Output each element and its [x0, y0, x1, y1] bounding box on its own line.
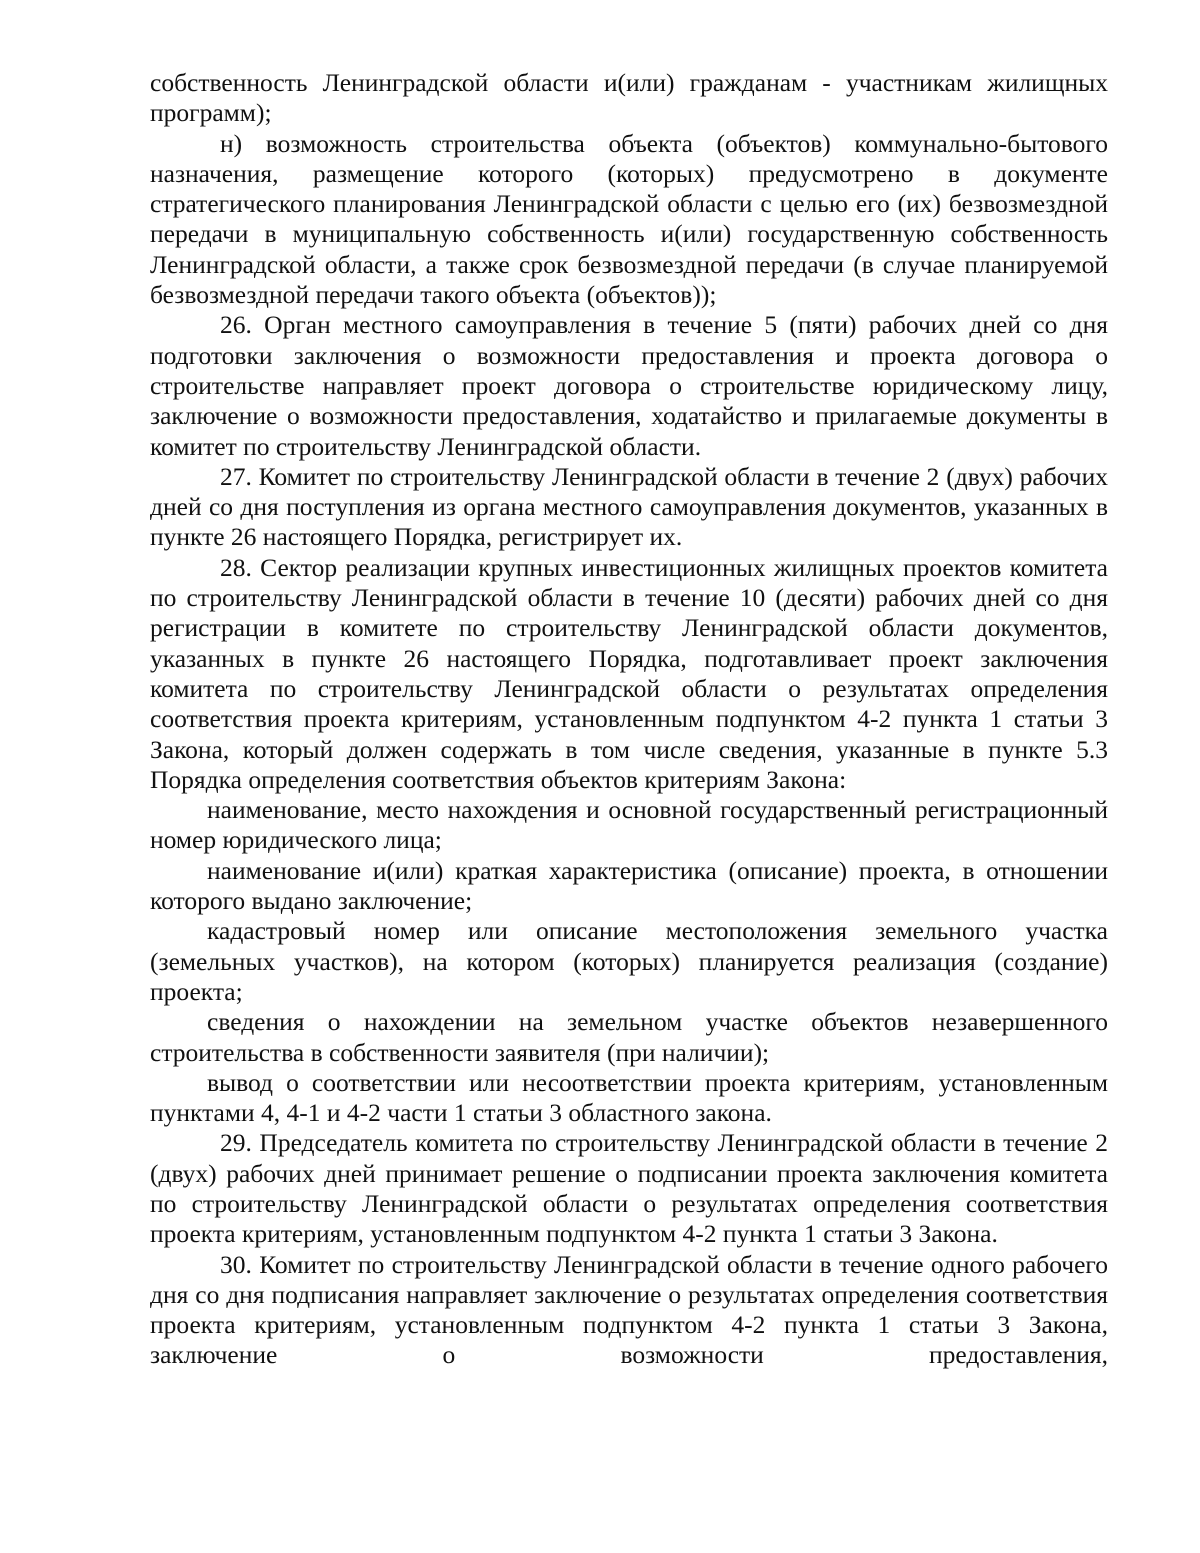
paragraph-item-n: н) возможность строительства объекта (объектов) коммунально-бытового назначения, размещение которого (которых) предусмотрено в документе стратегического планирования Ленинградской области с целью его (их) безвозмездной передачи в муниципальную собственность и(или) государственную собственность Ленинградской области, а также срок безвозмездной передачи (в случае планируемой безвозмездной передачи такого объекта (объектов)); — [150, 128, 1108, 310]
paragraph-continuation: собственность Ленинградской области и(или) гражданам - участникам жилищных программ); — [150, 68, 1108, 128]
paragraph-28-item-name: наименование, место нахождения и основной государственный регистрационный номер юридического лица; — [150, 795, 1108, 855]
paragraph-28-item-description: наименование и(или) краткая характеристика (описание) проекта, в отношении которого выдано заключение; — [150, 855, 1108, 916]
document-body — [150, 68, 1108, 1371]
paragraph-28: 28. Сектор реализации крупных инвестиционных жилищных проектов комитета по строительству Ленинградской области в течение 10 (десяти) рабочих дней со дня регистрации в комитете по строительству Ленинградской области документов, указанных в пункте 26 настоящего Порядка, подготавливает проект заключения комитета по строительству Ленинградской области о результатах определения соответствия проекта критериям, установленным подпунктом 4-2 пункта 1 статьи 3 Закона, который должен содержать в том числе сведения, указанные в пункте 5.3 Порядка определения соответствия объектов критериям Закона: — [150, 552, 1108, 794]
paragraph-27: 27. Комитет по строительству Ленинградской области в течение 2 (двух) рабочих дней со дня поступления из органа местного самоуправления документов, указанных в пункте 26 настоящего Порядка, регистрирует их. — [150, 461, 1108, 552]
paragraph-28-item-cadastral: кадастровый номер или описание местоположения земельного участка (земельных участков), на котором (которых) планируется реализация (создание) проекта; — [150, 916, 1108, 1006]
paragraph-26: 26. Орган местного самоуправления в течение 5 (пяти) рабочих дней со дня подготовки заключения о возможности предоставления и проекта договора о строительстве направляет проект договора о строительстве юридическому лицу, заключение о возможности предоставления, ходатайство и прилагаемые документы в комитет по строительству Ленинградской области. — [150, 310, 1108, 461]
paragraph-29: 29. Председатель комитета по строительству Ленинградской области в течение 2 (двух) рабочих дней принимает решение о подписании проекта заключения комитета по строительству Ленинградской области о результатах определения соответствия проекта критериям, установленным подпунктом 4-2 пункта 1 статьи 3 Закона. — [150, 1128, 1108, 1249]
paragraph-28-item-unfinished: сведения о нахождении на земельном участке объектов незавершенного строительства в собственности заявителя (при наличии); — [150, 1007, 1108, 1067]
paragraph-30: 30. Комитет по строительству Ленинградской области в течение одного рабочего дня со дня подписания направляет заключение о результатах определения соответствия проекта критериям, установленным подпунктом 4-2 пункта 1 статьи 3 Закона, заключение о возможности предоставления, — [150, 1249, 1108, 1370]
paragraph-28-item-conclusion: вывод о соответствии или несоответствии проекта критериям, установленным пунктами 4, 4-1 и 4-2 части 1 статьи 3 областного закона. — [150, 1067, 1108, 1128]
